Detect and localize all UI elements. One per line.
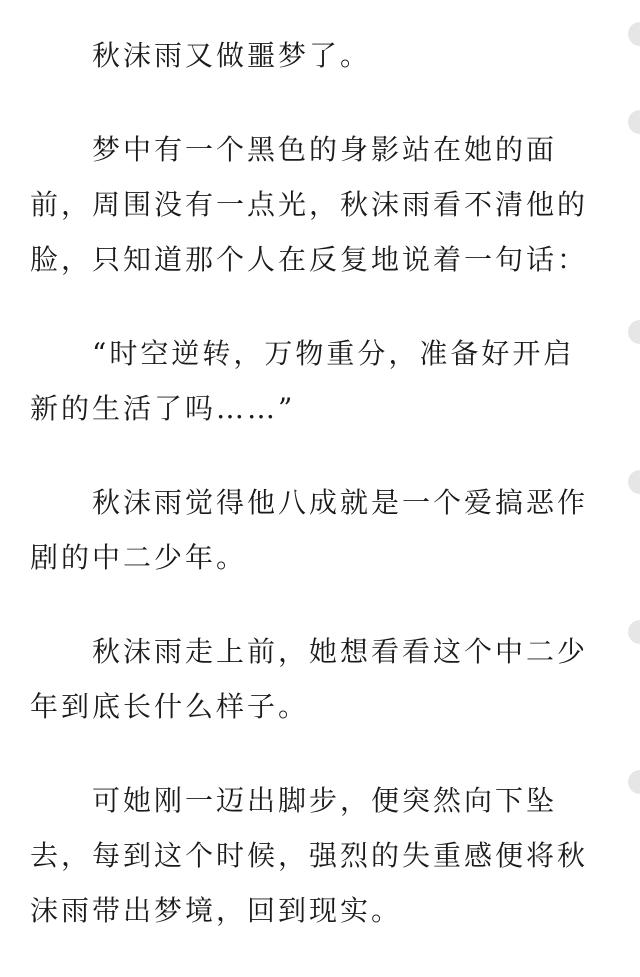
- scroll-dot: [628, 770, 640, 794]
- paragraph-6: 可她刚一迈出脚步，便突然向下坠去，每到这个时候，强烈的失重感便将秋沫雨带出梦境，回到现实。: [30, 784, 589, 927]
- scroll-dot: [628, 110, 640, 134]
- scroll-indicator[interactable]: [620, 0, 640, 950]
- paragraph-2: 梦中有一个黑色的身影站在她的面前，周围没有一点光，秋沫雨看不清他的脸，只知道那个人在反复地说着一句话：: [30, 133, 589, 276]
- scroll-dot: [628, 470, 640, 494]
- scroll-dot: [628, 22, 640, 46]
- scroll-dot: [628, 620, 640, 644]
- paragraph-1: 秋沫雨又做噩梦了。: [92, 39, 372, 72]
- paragraph-5: 秋沫雨走上前，她想看看这个中二少年到底长什么样子。: [30, 635, 589, 723]
- article-content: [30, 28, 600, 977]
- paragraph-4: 秋沫雨觉得他八成就是一个爱搞恶作剧的中二少年。: [30, 486, 589, 574]
- scroll-dot: [628, 320, 640, 344]
- paragraph-3: “时空逆转，万物重分，准备好开启新的生活了吗……”: [30, 337, 575, 425]
